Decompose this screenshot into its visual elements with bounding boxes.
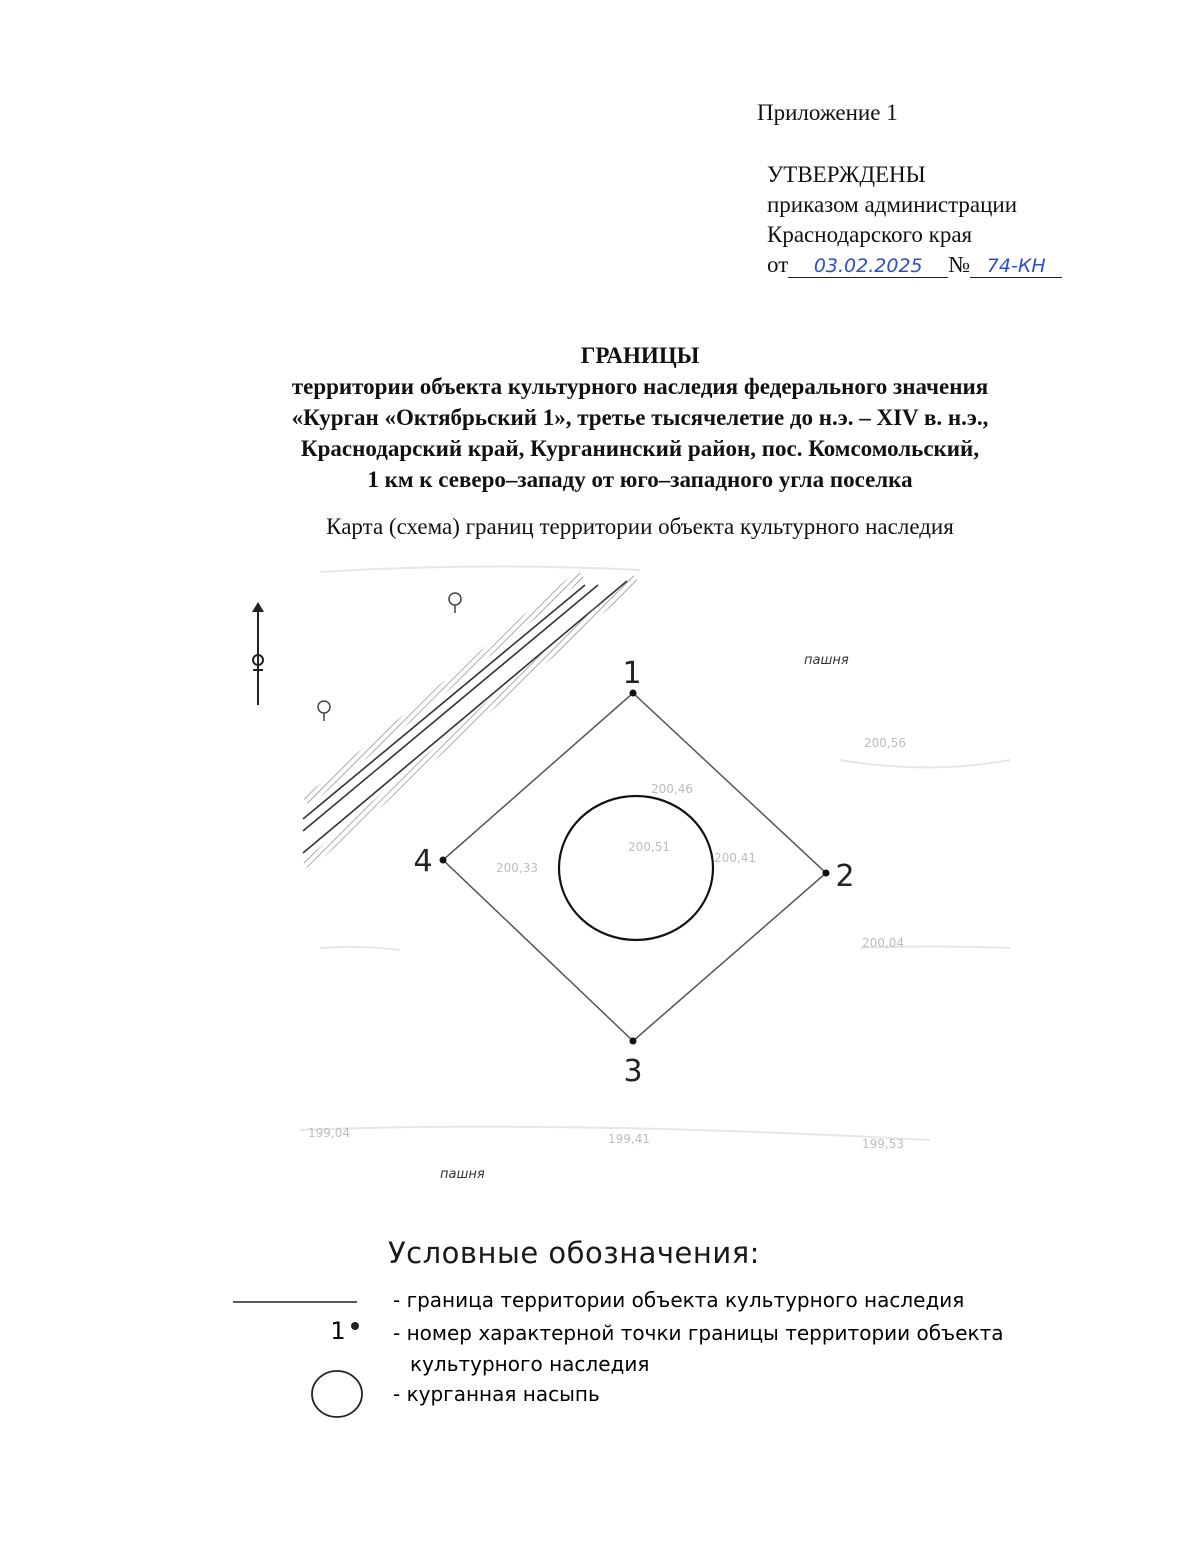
point-label: 1 (622, 656, 642, 691)
tree-icon (449, 593, 461, 613)
legend-point-number: 1 (330, 1317, 346, 1345)
elevation-mark: 199,41 (608, 1132, 650, 1146)
appendix-label: Приложение 1 (757, 100, 898, 125)
point-label: 4 (413, 844, 433, 879)
approved-by-order: приказом администрации (767, 192, 1018, 217)
title-line-2: «Курган «Октябрьский 1», третье тысячелетие до н.э. – XIV в. н.э., (291, 405, 989, 430)
map-caption: Карта (схема) границ территории объекта культурного наследия (326, 514, 954, 539)
elevation-mark: 199,53 (862, 1137, 904, 1151)
elevation-mark: 200,51 (628, 840, 670, 854)
elevation-mark: 200,56 (864, 736, 906, 750)
point-label: 3 (623, 1054, 643, 1089)
point-label: 2 (835, 859, 855, 894)
legend-point-text-1: - номер характерной точки границы территории объекта (393, 1321, 1004, 1345)
boundary-point (623, 1038, 642, 1090)
legend-mound-circle (312, 1371, 362, 1417)
road-embankment (303, 574, 636, 866)
elevation-mark: 199,04 (308, 1126, 350, 1140)
boundary-point (413, 844, 446, 879)
field-label-top: пашня (804, 653, 849, 668)
title-line-4: 1 км к северо–западу от юго–западного угла поселка (367, 467, 913, 492)
legend-point-dot (351, 1322, 359, 1330)
legend-boundary-text: - граница территории объекта культурного наследия (393, 1288, 965, 1312)
mound-outline (559, 796, 713, 940)
boundary-point (622, 656, 641, 697)
north-arrow-icon (252, 602, 264, 705)
boundary-point (823, 859, 855, 894)
date-prefix: от (767, 252, 789, 277)
handwritten-date: 03.02.2025 (788, 255, 948, 278)
tree-icon (318, 701, 330, 721)
title-line-1: территории объекта культурного наследия федерального значения (291, 374, 989, 399)
number-sign: № (948, 252, 971, 277)
title-line-3: Краснодарский край, Курганинский район, пос. Комсомольский, (300, 436, 980, 461)
approved-label: УТВЕРЖДЕНЫ (767, 162, 926, 187)
title-main: ГРАНИЦЫ (580, 343, 700, 368)
elevation-mark: 200,46 (651, 782, 693, 796)
legend-title: Условные обозначения: (388, 1236, 760, 1270)
legend-point-text-2: культурного наследия (410, 1352, 650, 1376)
elevation-mark: 200,04 (862, 936, 904, 950)
elevation-mark: 200,41 (714, 851, 756, 865)
legend-mound-text: - курганная насыпь (393, 1382, 600, 1406)
field-label-bottom: пашня (440, 1167, 485, 1182)
handwritten-number: 74-КН (970, 255, 1062, 278)
elevation-mark: 200,33 (496, 861, 538, 875)
approved-region: Краснодарского края (767, 222, 973, 247)
